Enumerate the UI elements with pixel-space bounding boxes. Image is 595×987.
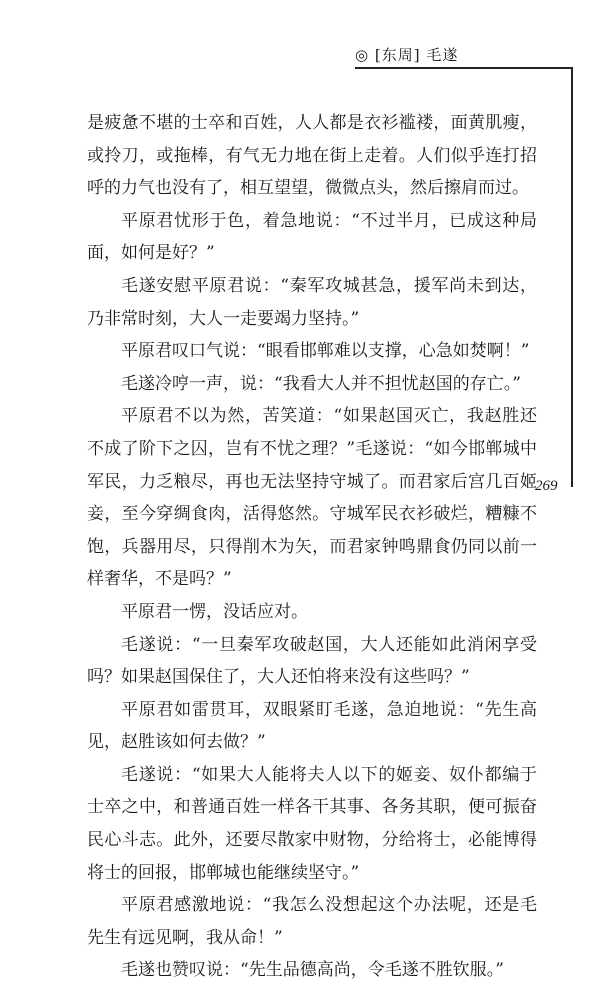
page-number: 269 [535, 478, 558, 494]
side-rule [571, 67, 573, 487]
paragraph: 是疲惫不堪的士卒和百姓，人人都是衣衫褴褛，面黄肌瘦，或拎刀，或拖棒，有气无力地在街上走着。人们似乎连打招呼的力气也没有了，相互望望，微微点头，然后擦肩而过。 [87, 113, 537, 199]
paragraph: 毛遂安慰平原君说：“秦军攻城甚急，援军尚未到达，乃非常时刻，大人一走要竭力坚持。” [87, 275, 537, 329]
paragraph: 平原君如雷贯耳，双眼紧盯毛遂，急迫地说：“先生高见，赵胜该如何去做？” [87, 699, 537, 753]
header-rule [355, 67, 571, 69]
paragraph: 毛遂也赞叹说：“先生品德高尚，令毛遂不胜钦服。” [121, 960, 504, 981]
running-header: ◎ [东周] 毛遂 [355, 46, 459, 64]
paragraph: 平原君感激地说：“我怎么没想起这个办法呢，还是毛先生有远见啊，我从命！” [87, 895, 537, 948]
paragraph: 毛遂说：“如果大人能将夫人以下的姬妾、奴仆都编于士卒之中，和普通百姓一样各干其事、各务其职，便可振奋民心斗志。此外，还要尽散家中财物，分给将士，必能博得将士的回报，邯郸城也能继续坚守。” [87, 764, 537, 883]
paragraph: 毛遂说：“一旦秦军攻破赵国，大人还能如此消闲享受吗？如果赵国保住了，大人还怕将来没有这些吗？” [87, 634, 537, 688]
paragraph: 平原君一愣，没话应对。 [121, 601, 308, 622]
paragraph: 平原君叹口气说：“眼看邯郸难以支撑，心急如焚啊！” [121, 341, 530, 362]
paragraph: 毛遂冷哼一声，说：“我看大人并不担忧赵国的存亡。” [121, 373, 521, 394]
body-text [87, 107, 537, 987]
paragraph: 平原君不以为然，苦笑道：“如果赵国灭亡，我赵胜还不成了阶下之囚，岂有不忧之理？”毛遂说：“如今邯郸城中军民，力乏粮尽，再也无法坚持守城了。而君家后宫几百姬妾，至今穿绸食肉，活得悠然。守城军民衣衫破烂，糟糠不饱，兵器用尽，只得削木为矢，而君家钟鸣鼎食仍同以前一样奢华，不是吗？” [87, 406, 537, 590]
paragraph: 平原君忧形于色，着急地说：“不过半月，已成这种局面，如何是好？” [87, 210, 537, 264]
